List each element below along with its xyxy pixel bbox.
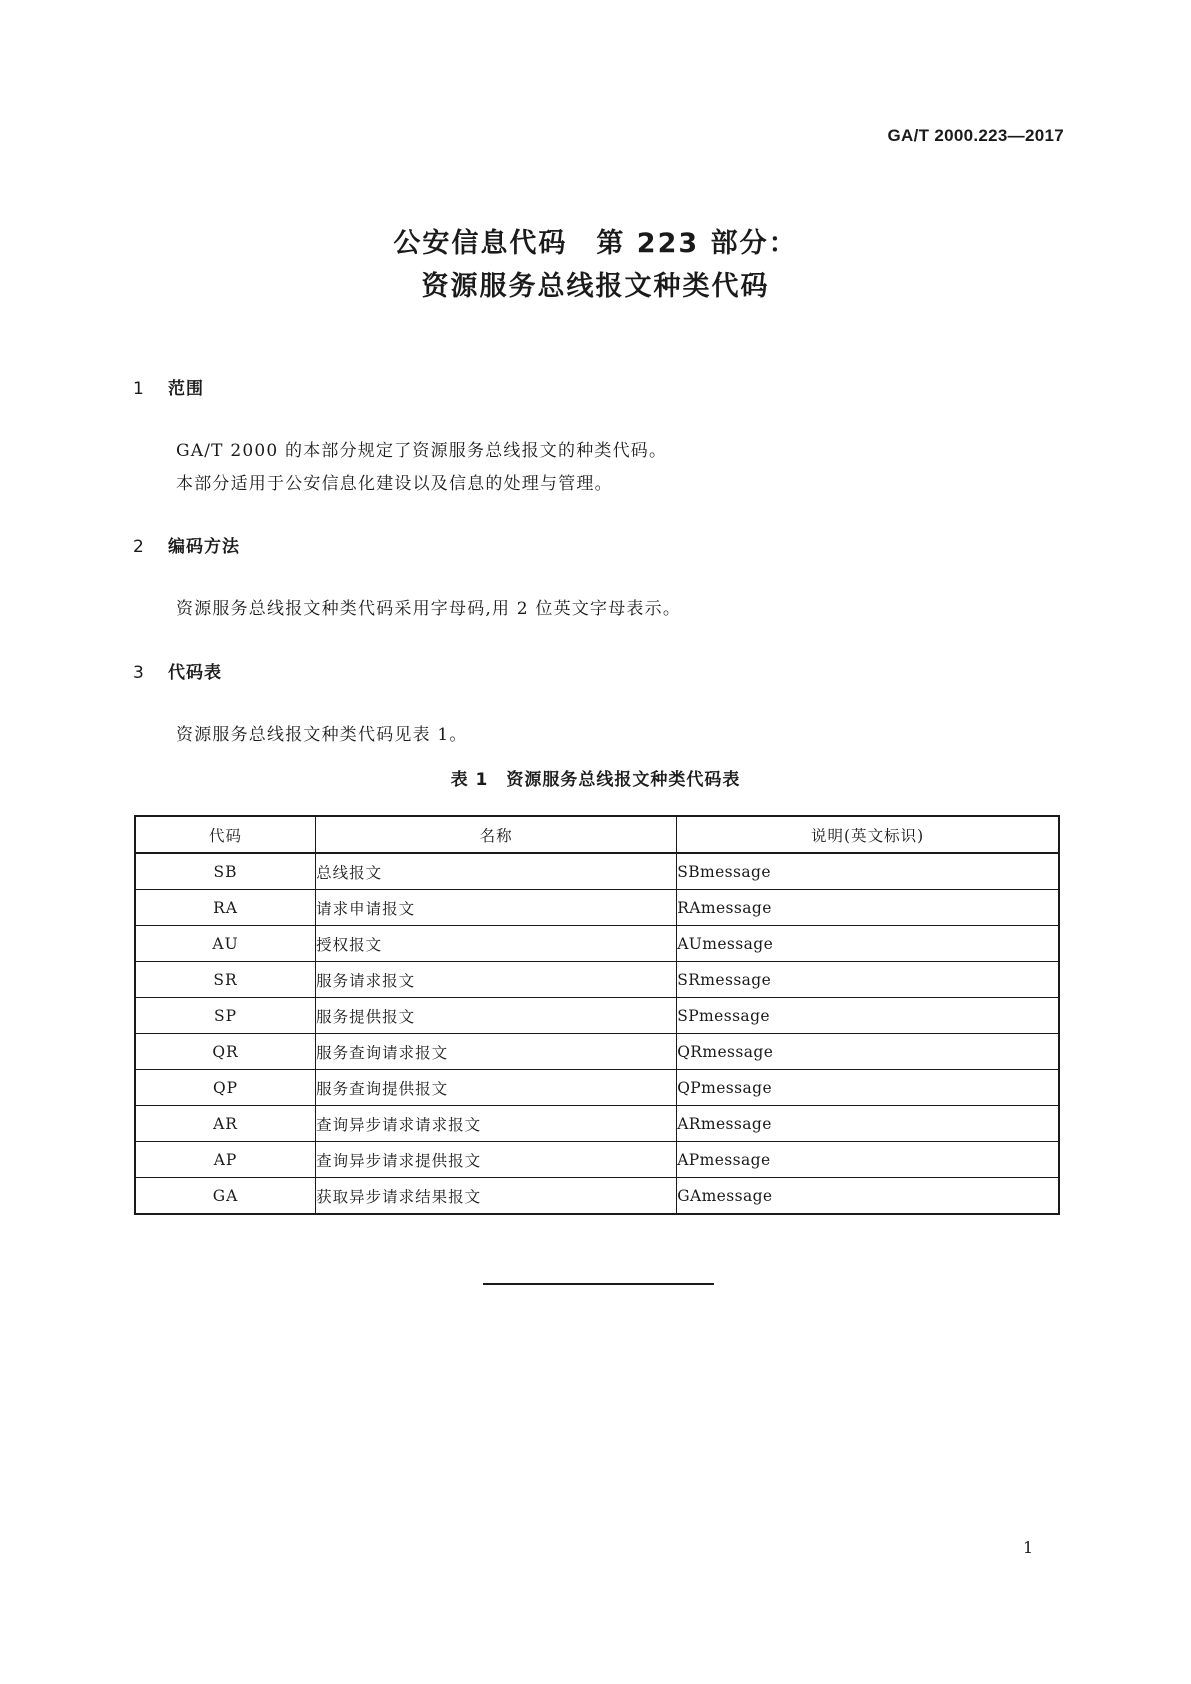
name-cell: 获取异步请求结果报文 <box>316 1178 677 1215</box>
section-heading-scope <box>133 374 204 399</box>
column-header-name: 名称 <box>316 816 677 853</box>
code-cell: GA <box>135 1178 316 1215</box>
section-number: 2 <box>133 537 145 557</box>
table-row <box>135 853 1059 890</box>
name-cell: 服务请求报文 <box>316 962 677 998</box>
standard-code: GA/T 2000.223—2017 <box>887 126 1064 145</box>
title-line-2: 资源服务总线报文种类代码 <box>421 271 770 302</box>
paragraph: GA/T 2000 的本部分规定了资源服务总线报文的种类代码。 <box>176 441 668 461</box>
description-cell: SPmessage <box>677 998 1059 1034</box>
code-cell: QP <box>135 1070 316 1106</box>
code-cell: QR <box>135 1034 316 1070</box>
paragraph: 本部分适用于公安信息化建设以及信息的处理与管理。 <box>176 474 613 494</box>
name-cell: 服务查询提供报文 <box>316 1070 677 1106</box>
description-cell: APmessage <box>677 1142 1059 1178</box>
table-header-row <box>135 816 1059 853</box>
table-row <box>135 926 1059 962</box>
name-cell: 查询异步请求提供报文 <box>316 1142 677 1178</box>
table-row <box>135 1142 1059 1178</box>
name-cell: 授权报文 <box>316 926 677 962</box>
section-title: 范围 <box>168 379 204 399</box>
table-row <box>135 1178 1059 1215</box>
description-cell: QPmessage <box>677 1070 1059 1106</box>
code-cell: SB <box>135 853 316 890</box>
name-cell: 服务提供报文 <box>316 998 677 1034</box>
table-row <box>135 998 1059 1034</box>
table-caption: 表 1 资源服务总线报文种类代码表 <box>450 770 741 790</box>
document-title <box>0 222 1191 308</box>
section-number: 1 <box>133 379 145 399</box>
name-cell: 总线报文 <box>316 853 677 890</box>
description-cell: GAmessage <box>677 1178 1059 1215</box>
code-cell: RA <box>135 890 316 926</box>
code-cell: AR <box>135 1106 316 1142</box>
paragraph: 资源服务总线报文种类代码采用字母码,用 2 位英文字母表示。 <box>176 599 682 619</box>
description-cell: ARmessage <box>677 1106 1059 1142</box>
code-cell: AP <box>135 1142 316 1178</box>
code-cell: SP <box>135 998 316 1034</box>
name-cell: 查询异步请求请求报文 <box>316 1106 677 1142</box>
column-header-code: 代码 <box>135 816 316 853</box>
column-header-description: 说明(英文标识) <box>677 816 1059 853</box>
name-cell: 请求申请报文 <box>316 890 677 926</box>
table-row <box>135 1034 1059 1070</box>
name-cell: 服务查询请求报文 <box>316 1034 677 1070</box>
section-title: 编码方法 <box>168 537 240 557</box>
description-cell: RAmessage <box>677 890 1059 926</box>
section-heading-code-table <box>133 658 222 683</box>
section-number: 3 <box>133 663 145 683</box>
code-table <box>134 815 1060 1215</box>
code-cell: SR <box>135 962 316 998</box>
section-heading-coding-method <box>133 532 240 557</box>
paragraph: 资源服务总线报文种类代码见表 1。 <box>176 725 468 745</box>
title-line-1: 公安信息代码 第 223 部分： <box>393 228 798 259</box>
description-cell: QRmessage <box>677 1034 1059 1070</box>
description-cell: SRmessage <box>677 962 1059 998</box>
table-row <box>135 1070 1059 1106</box>
section-title: 代码表 <box>168 663 222 683</box>
end-of-document-rule <box>483 1283 714 1285</box>
page-number: 1 <box>1023 1538 1034 1557</box>
table-row <box>135 890 1059 926</box>
description-cell: AUmessage <box>677 926 1059 962</box>
table-row <box>135 962 1059 998</box>
code-cell: AU <box>135 926 316 962</box>
description-cell: SBmessage <box>677 853 1059 890</box>
table-row <box>135 1106 1059 1142</box>
